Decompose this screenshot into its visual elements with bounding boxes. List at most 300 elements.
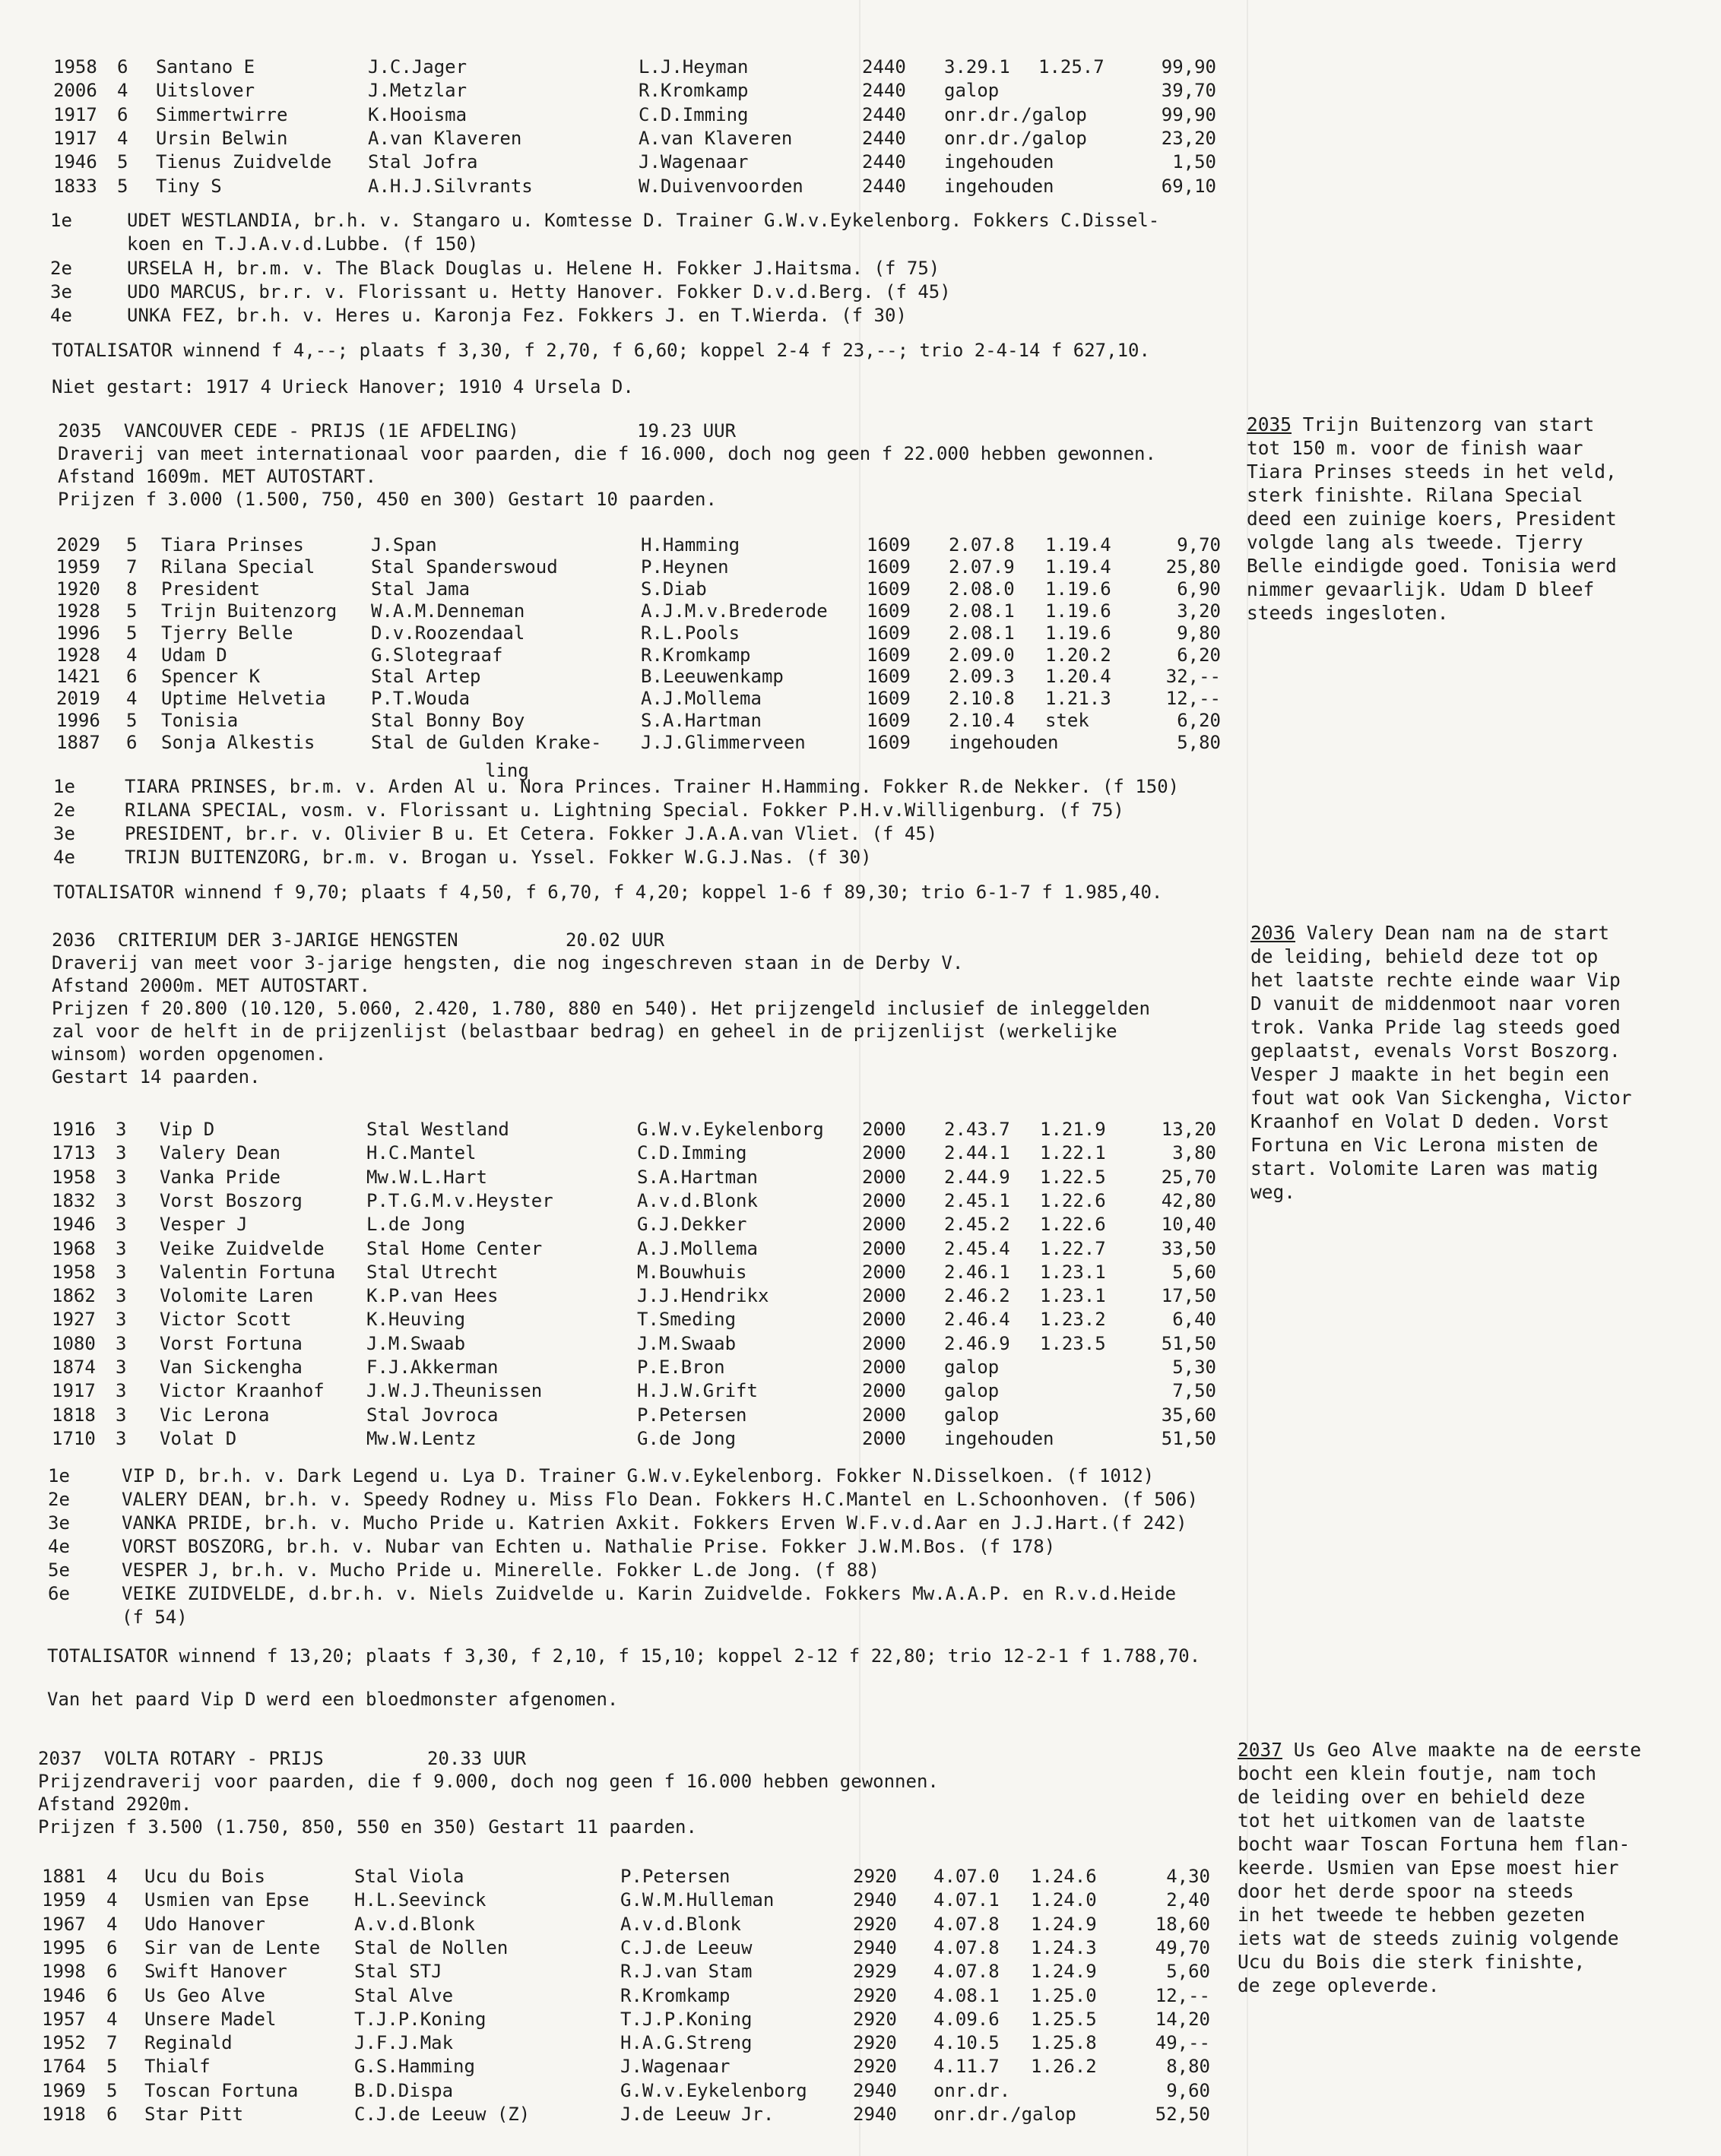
table-row — [0, 1119, 1292, 1142]
race-description: Afstand 2000m. MET AUTOSTART. — [52, 975, 371, 996]
cell-dist: 2000 — [862, 1404, 906, 1426]
cell-odds: 9,70 — [1177, 534, 1221, 556]
cell-dist: 2940 — [853, 2079, 897, 2101]
cell-odds: 12,-- — [1165, 688, 1221, 710]
cell-age: 4 — [117, 127, 128, 149]
note-line: het laatste rechte einde waar Vip — [1250, 969, 1621, 991]
cell-driver: P.Petersen — [637, 1404, 747, 1426]
table-row — [0, 688, 1292, 711]
cell-driver: P.Petersen — [620, 1866, 731, 1887]
cell-nr: 1969 — [42, 2079, 86, 2101]
cell-odds: 39,70 — [1161, 80, 1216, 102]
table-row — [0, 1190, 1292, 1214]
table-row — [0, 2032, 1292, 2056]
note-line: Tiara Prinses steeds in het veld, — [1247, 461, 1617, 483]
cell-dist: 2000 — [862, 1380, 906, 1402]
cell-age: 5 — [106, 2079, 118, 2101]
cell-odds: 9,80 — [1177, 622, 1221, 644]
cell-age: 6 — [106, 1961, 118, 1983]
table-row — [0, 2080, 1292, 2104]
table-row — [0, 1262, 1292, 1285]
cell-horse: Us Geo Alve — [144, 1984, 265, 2006]
cell-horse: Valery Dean — [160, 1142, 280, 1164]
cell-age: 3 — [116, 1214, 127, 1236]
note-line: start. Volomite Laren was matig — [1250, 1157, 1599, 1179]
cell-owner: Stal Jofra — [368, 151, 478, 173]
cell-owner: J.W.J.Theunissen — [366, 1380, 543, 1402]
cell-horse: Uitslover — [156, 80, 255, 102]
cell-owner: Stal Bonny Boy — [371, 710, 525, 732]
cell-driver: S.Diab — [641, 578, 707, 600]
cell-odds: 17,50 — [1161, 1285, 1216, 1307]
cell-odds: 5,80 — [1177, 732, 1221, 754]
cell-age: 6 — [106, 1984, 118, 2006]
cell-dist: 2000 — [862, 1214, 906, 1236]
cell-dist: 2940 — [853, 1889, 897, 1911]
cell-age: 5 — [126, 710, 138, 732]
cell-age: 3 — [116, 1261, 127, 1283]
cell-odds: 49,-- — [1155, 2032, 1210, 2054]
cell-dist: 1609 — [867, 534, 911, 556]
cell-dist: 1609 — [867, 688, 911, 710]
cell-owner: J.Metzlar — [368, 80, 467, 102]
cell-dist: 2000 — [862, 1142, 906, 1164]
race-title: 2037 VOLTA ROTARY - PRIJS — [38, 1748, 324, 1769]
cell-time: ingehouden — [949, 732, 1059, 754]
cell-owner: A.van Klaveren — [368, 127, 522, 149]
cell-odds: 6,90 — [1177, 578, 1221, 600]
cell-odds: 14,20 — [1155, 2008, 1210, 2030]
cell-nr: 1996 — [56, 622, 100, 644]
cell-driver: R.Kromkamp — [620, 1984, 731, 2006]
note-line: iets wat de steeds zuinig volgende — [1238, 1927, 1619, 1949]
cell-age: 5 — [126, 600, 138, 622]
cell-driver: A.J.M.v.Brederode — [641, 600, 828, 622]
cell-driver: J.J.Hendrikx — [637, 1285, 769, 1307]
cell-nr: 1833 — [53, 175, 97, 197]
cell-owner: D.v.Roozendaal — [371, 622, 525, 644]
placing-pos: 2e — [48, 1489, 70, 1510]
owner-wrap: ling — [485, 760, 529, 781]
cell-odds: 35,60 — [1161, 1404, 1216, 1426]
cell-driver: G.W.M.Hulleman — [620, 1889, 775, 1911]
cell-owner: K.Heuving — [366, 1309, 466, 1331]
cell-driver: T.J.P.Koning — [620, 2008, 753, 2030]
cell-owner: A.H.J.Silvrants — [368, 175, 533, 197]
cell-time: galop — [944, 1357, 1000, 1378]
cell-owner: Stal Jovroca — [366, 1404, 499, 1426]
race-description: zal voor de helft in de prijzenlijst (belastbaar bedrag) en geheel in de prijzenlijst (werkelijke — [52, 1021, 1117, 1042]
cell-driver: G.W.v.Eykelenborg — [637, 1119, 824, 1140]
cell-odds: 33,50 — [1161, 1237, 1216, 1259]
cell-owner: T.J.P.Koning — [354, 2008, 487, 2030]
cell-time: 2.43.7 — [944, 1119, 1010, 1140]
cell-owner: K.Hooisma — [368, 103, 467, 125]
race-time: 20.33 UUR — [427, 1748, 527, 1769]
placing-pos: 1e — [53, 776, 75, 797]
cell-owner: G.Slotegraaf — [371, 644, 503, 666]
cell-odds: 13,20 — [1161, 1119, 1216, 1140]
cell-horse: Victor Scott — [160, 1309, 292, 1331]
cell-km: 1.24.9 — [1031, 1913, 1097, 1935]
cell-age: 6 — [126, 666, 138, 688]
placing-text: TIARA PRINSES, br.m. v. Arden Al u. Nora Princes. Trainer H.Hamming. Fokker R.de Nekker. (f 150) — [125, 776, 1180, 797]
cell-nr: 1927 — [52, 1309, 96, 1331]
not-started: Niet gestart: 1917 4 Urieck Hanover; 1910 4 Ursela D. — [52, 376, 634, 397]
placing-pos: 6e — [48, 1583, 70, 1604]
cell-dist: 1609 — [867, 644, 911, 666]
cell-nr: 1713 — [52, 1142, 96, 1164]
cell-nr: 1917 — [53, 103, 97, 125]
cell-nr: 1920 — [56, 578, 100, 600]
note-line: Belle eindigde goed. Tonisia werd — [1247, 555, 1617, 577]
cell-odds: 42,80 — [1161, 1189, 1216, 1211]
cell-owner: Stal Jama — [371, 578, 471, 600]
placing-text: VESPER J, br.h. v. Mucho Pride u. Minerelle. Fokker L.de Jong. (f 88) — [122, 1559, 880, 1581]
placing-text: VEIKE ZUIDVELDE, d.br.h. v. Niels Zuidvelde u. Karin Zuidvelde. Fokkers Mw.A.A.P. en R.v.d.Heide — [122, 1583, 1177, 1604]
cell-age: 5 — [117, 151, 128, 173]
cell-owner: C.J.de Leeuw (Z) — [354, 2104, 531, 2125]
note-line: weg. — [1250, 1181, 1296, 1203]
table-row — [0, 1214, 1292, 1237]
race-description: Draverij van meet internationaal voor paarden, die f 16.000, doch nog geen f 22.000 hebben gewonnen. — [58, 443, 1156, 464]
race-time: 20.02 UUR — [566, 929, 665, 951]
cell-horse: Usmien van Epse — [144, 1889, 309, 1911]
cell-odds: 3,80 — [1172, 1142, 1216, 1164]
cell-horse: Veike Zuidvelde — [160, 1237, 325, 1259]
cell-odds: 51,50 — [1161, 1332, 1216, 1354]
note-race-number: 2036 — [1250, 922, 1296, 944]
cell-owner: K.P.van Hees — [366, 1285, 499, 1307]
note-line: Ucu du Bois die sterk finishte, — [1238, 1951, 1586, 1973]
cell-nr: 1995 — [42, 1936, 86, 1958]
cell-nr: 2029 — [56, 534, 100, 556]
cell-nr: 1968 — [52, 1237, 96, 1259]
cell-time: 2.46.9 — [944, 1332, 1010, 1354]
note-line: fout wat ook Van Sickengha, Victor — [1250, 1087, 1632, 1109]
cell-time: 4.07.8 — [933, 1961, 1000, 1983]
cell-odds: 1,50 — [1172, 151, 1216, 173]
cell-horse: Tienus Zuidvelde — [156, 151, 332, 173]
note-line: deed een zuinige koers, President — [1247, 508, 1617, 530]
cell-time: 4.09.6 — [933, 2008, 1000, 2030]
cell-nr: 1916 — [52, 1119, 96, 1140]
cell-age: 3 — [116, 1285, 127, 1307]
cell-nr: 1959 — [56, 556, 100, 578]
cell-odds: 25,70 — [1161, 1166, 1216, 1188]
cell-km: 1.19.4 — [1045, 534, 1111, 556]
cell-age: 4 — [117, 80, 128, 102]
cell-driver: M.Bouwhuis — [637, 1261, 747, 1283]
cell-owner: H.L.Seevinck — [354, 1889, 487, 1911]
totalisator: TOTALISATOR winnend f 9,70; plaats f 4,50, f 6,70, f 4,20; koppel 1-6 f 89,30; trio 6-1-7 f 1.985,40. — [53, 882, 1163, 903]
cell-dist: 2940 — [853, 2104, 897, 2125]
table-row — [0, 128, 1292, 151]
cell-dist: 2000 — [862, 1309, 906, 1331]
placing-text: UDET WESTLANDIA, br.h. v. Stangaro u. Komtesse D. Trainer G.W.v.Eykelenborg. Fokkers C.Dissel- — [127, 210, 1160, 231]
cell-age: 5 — [117, 175, 128, 197]
note-line: Kraanhof en Volat D deden. Vorst — [1250, 1110, 1610, 1132]
table-row — [0, 176, 1292, 199]
placing-text: VIP D, br.h. v. Dark Legend u. Lya D. Trainer G.W.v.Eykelenborg. Fokker N.Disselkoen. (f 1012) — [122, 1465, 1155, 1486]
cell-dist: 1609 — [867, 578, 911, 600]
cell-odds: 4,30 — [1166, 1866, 1210, 1887]
placing-pos: 3e — [48, 1512, 70, 1534]
cell-odds: 5,60 — [1166, 1961, 1210, 1983]
cell-km: 1.25.8 — [1031, 2032, 1097, 2054]
note-line: tot 150 m. voor de finish waar — [1247, 437, 1583, 459]
cell-nr: 1958 — [52, 1166, 96, 1188]
table-row — [0, 1404, 1292, 1428]
cell-dist: 2440 — [862, 127, 906, 149]
cell-age: 3 — [116, 1427, 127, 1449]
cell-km: 1.21.3 — [1045, 688, 1111, 710]
cell-time: onr.dr./galop — [933, 2104, 1076, 2125]
note-line: Fortuna en Vic Lerona misten de — [1250, 1134, 1599, 1156]
placing-text: TRIJN BUITENZORG, br.m. v. Brogan u. Yssel. Fokker W.G.J.Nas. (f 30) — [125, 847, 872, 868]
cell-horse: Volomite Laren — [160, 1285, 314, 1307]
cell-odds: 99,90 — [1161, 56, 1216, 78]
cell-owner: Stal Artep — [371, 666, 481, 688]
cell-driver: R.J.van Stam — [620, 1961, 753, 1983]
cell-owner: Stal STJ — [354, 1961, 442, 1983]
note-line: keerde. Usmien van Epse moest hier — [1238, 1857, 1619, 1879]
cell-horse: Tjerry Belle — [161, 622, 293, 644]
cell-age: 7 — [126, 556, 138, 578]
cell-horse: Sir van de Lente — [144, 1936, 321, 1958]
cell-nr: 1996 — [56, 710, 100, 732]
cell-driver: P.Heynen — [641, 556, 729, 578]
cell-age: 3 — [116, 1357, 127, 1378]
cell-time: galop — [944, 1380, 1000, 1402]
cell-km: 1.22.6 — [1040, 1214, 1106, 1236]
cell-km: 1.24.9 — [1031, 1961, 1097, 1983]
cell-driver: G.de Jong — [637, 1427, 737, 1449]
cell-nr: 1862 — [52, 1285, 96, 1307]
cell-nr: 1958 — [53, 56, 97, 78]
table-row — [0, 666, 1292, 689]
note-line: de leiding over en behield deze — [1238, 1786, 1586, 1808]
cell-nr: 1881 — [42, 1866, 86, 1887]
cell-driver: A.v.d.Blonk — [637, 1189, 758, 1211]
cell-odds: 6,20 — [1177, 644, 1221, 666]
cell-km: 1.25.7 — [1038, 56, 1105, 78]
cell-horse: Volat D — [160, 1427, 237, 1449]
cell-km: 1.23.1 — [1040, 1261, 1106, 1283]
cell-time: 2.10.8 — [949, 688, 1015, 710]
cell-owner: J.C.Jager — [368, 56, 467, 78]
cell-time: 2.44.1 — [944, 1142, 1010, 1164]
cell-time: ingehouden — [944, 175, 1054, 197]
cell-owner: L.de Jong — [366, 1214, 466, 1236]
cell-km: 1.21.9 — [1040, 1119, 1106, 1140]
cell-horse: Valentin Fortuna — [160, 1261, 336, 1283]
cell-nr: 1958 — [52, 1261, 96, 1283]
cell-nr: 1918 — [42, 2104, 86, 2125]
cell-time: 4.07.8 — [933, 1936, 1000, 1958]
cell-owner: Stal de Nollen — [354, 1936, 509, 1958]
cell-time: 2.07.9 — [949, 556, 1015, 578]
table-row — [0, 600, 1292, 624]
cell-odds: 8,80 — [1166, 2056, 1210, 2078]
cell-driver: B.Leeuwenkamp — [641, 666, 784, 688]
cell-odds: 51,50 — [1161, 1427, 1216, 1449]
cell-driver: C.D.Imming — [639, 103, 749, 125]
table-row — [0, 1333, 1292, 1357]
cell-horse: Ursin Belwin — [156, 127, 288, 149]
cell-age: 4 — [126, 644, 138, 666]
table-row — [0, 1866, 1292, 1889]
cell-driver: A.J.Mollema — [641, 688, 762, 710]
cell-time: 2.07.8 — [949, 534, 1015, 556]
table-row — [0, 80, 1292, 103]
cell-time: 4.08.1 — [933, 1984, 1000, 2006]
table-row — [0, 1961, 1292, 1984]
cell-driver: J.Wagenaar — [620, 2056, 731, 2078]
cell-time: 2.44.9 — [944, 1166, 1010, 1188]
cell-horse: Tiny S — [156, 175, 222, 197]
cell-km: 1.25.5 — [1031, 2008, 1097, 2030]
cell-age: 3 — [116, 1189, 127, 1211]
table-row — [0, 1285, 1292, 1309]
cell-driver: A.v.d.Blonk — [620, 1913, 741, 1935]
cell-km: 1.22.5 — [1040, 1166, 1106, 1188]
cell-time: 3.29.1 — [944, 56, 1010, 78]
cell-odds: 2,40 — [1166, 1889, 1210, 1911]
cell-km: 1.22.7 — [1040, 1237, 1106, 1259]
cell-time: 4.11.7 — [933, 2056, 1000, 2078]
cell-km: 1.19.6 — [1045, 578, 1111, 600]
placing-pos: 3e — [50, 281, 72, 302]
cell-odds: 52,50 — [1155, 2104, 1210, 2125]
cell-driver: R.L.Pools — [641, 622, 740, 644]
cell-nr: 1928 — [56, 600, 100, 622]
cell-age: 6 — [126, 732, 138, 754]
cell-km: 1.23.1 — [1040, 1285, 1106, 1307]
cell-horse: Tiara Prinses — [161, 534, 304, 556]
cell-horse: Unsere Madel — [144, 2008, 277, 2030]
cell-horse: Reginald — [144, 2032, 233, 2054]
cell-odds: 6,20 — [1177, 710, 1221, 732]
note-line: Us Geo Alve maakte na de eerste — [1282, 1739, 1642, 1761]
cell-horse: Toscan Fortuna — [144, 2079, 299, 2101]
cell-km: 1.23.5 — [1040, 1332, 1106, 1354]
cell-horse: Ucu du Bois — [144, 1866, 265, 1887]
cell-time: 2.45.1 — [944, 1189, 1010, 1211]
totalisator: TOTALISATOR winnend f 4,--; plaats f 3,30, f 2,70, f 6,60; koppel 2-4 f 23,--; trio 2-4-14 f 627,10. — [52, 340, 1150, 361]
cell-time: 2.46.2 — [944, 1285, 1010, 1307]
note-line: nimmer gevaarlijk. Udam D bleef — [1247, 578, 1595, 600]
table-row — [0, 1142, 1292, 1166]
cell-owner: Stal Alve — [354, 1984, 454, 2006]
cell-nr: 1967 — [42, 1913, 86, 1935]
cell-driver: J.Wagenaar — [639, 151, 749, 173]
cell-driver: R.Kromkamp — [641, 644, 751, 666]
race-description: Prijzen f 3.500 (1.750, 850, 550 en 350) Gestart 11 paarden. — [38, 1816, 697, 1838]
race-2036-commentary — [1250, 921, 1632, 1204]
note-line: in het tweede te hebben gezeten — [1238, 1904, 1586, 1926]
cell-dist: 2920 — [853, 2056, 897, 2078]
cell-horse: Rilana Special — [161, 556, 315, 578]
cell-odds: 49,70 — [1155, 1936, 1210, 1958]
cell-owner: Stal Utrecht — [366, 1261, 499, 1283]
placing-pos: 2e — [53, 799, 75, 821]
cell-dist: 1609 — [867, 556, 911, 578]
note-line: de zege opleverde. — [1238, 1974, 1440, 1996]
placing-pos: 4e — [48, 1536, 70, 1557]
cell-time: 2.09.0 — [949, 644, 1015, 666]
table-row — [0, 732, 1292, 755]
cell-horse: Uptime Helvetia — [161, 688, 326, 710]
race-2035-commentary — [1247, 413, 1617, 625]
race-description: Gestart 14 paarden. — [52, 1066, 261, 1087]
cell-horse: Tonisia — [161, 710, 239, 732]
cell-dist: 2440 — [862, 56, 906, 78]
cell-dist: 1609 — [867, 666, 911, 688]
cell-driver: J.M.Swaab — [637, 1332, 737, 1354]
cell-nr: 1818 — [52, 1404, 96, 1426]
cell-driver: P.E.Bron — [637, 1357, 725, 1378]
cell-dist: 2000 — [862, 1427, 906, 1449]
placing-pos: 5e — [48, 1559, 70, 1581]
cell-driver: L.J.Heyman — [639, 56, 749, 78]
cell-nr: 1957 — [42, 2008, 86, 2030]
cell-driver: J.de Leeuw Jr. — [620, 2104, 775, 2125]
table-row — [0, 1238, 1292, 1262]
cell-odds: 23,20 — [1161, 127, 1216, 149]
cell-dist: 1609 — [867, 622, 911, 644]
cell-odds: 5,30 — [1172, 1357, 1216, 1378]
cell-time: 2.08.0 — [949, 578, 1015, 600]
table-row — [0, 1380, 1292, 1404]
cell-horse: Trijn Buitenzorg — [161, 600, 338, 622]
cell-driver: S.A.Hartman — [637, 1166, 758, 1188]
cell-age: 4 — [106, 1889, 118, 1911]
cell-dist: 2920 — [853, 1866, 897, 1887]
cell-age: 4 — [126, 688, 138, 710]
cell-owner: H.C.Mantel — [366, 1142, 477, 1164]
cell-km: 1.22.6 — [1040, 1189, 1106, 1211]
cell-km: 1.19.4 — [1045, 556, 1111, 578]
cell-age: 3 — [116, 1237, 127, 1259]
table-row — [0, 1357, 1292, 1380]
placing-text: URSELA H, br.m. v. The Black Douglas u. Helene H. Fokker J.Haitsma. (f 75) — [127, 258, 940, 279]
cell-age: 5 — [126, 534, 138, 556]
cell-nr: 1080 — [52, 1332, 96, 1354]
placing-pos: 4e — [50, 305, 72, 326]
cell-dist: 2000 — [862, 1119, 906, 1140]
cell-dist: 2000 — [862, 1189, 906, 1211]
table-row — [0, 151, 1292, 175]
race-title: 2036 CRITERIUM DER 3-JARIGE HENGSTEN — [52, 929, 458, 951]
cell-horse: President — [161, 578, 261, 600]
note-line: bocht waar Toscan Fortuna hem flan- — [1238, 1833, 1631, 1855]
cell-horse: Van Sickengha — [160, 1357, 303, 1378]
cell-owner: Mw.W.L.Hart — [366, 1166, 487, 1188]
cell-km: stek — [1045, 710, 1089, 732]
cell-km: 1.20.2 — [1045, 644, 1111, 666]
cell-owner: Stal Spanderswoud — [371, 556, 558, 578]
table-row — [0, 56, 1292, 80]
cell-owner: Stal Home Center — [366, 1237, 543, 1259]
cell-age: 3 — [116, 1404, 127, 1426]
table-row — [0, 1428, 1292, 1452]
cell-odds: 5,60 — [1172, 1261, 1216, 1283]
cell-owner: F.J.Akkerman — [366, 1357, 499, 1378]
cell-horse: Sonja Alkestis — [161, 732, 315, 754]
cell-km: 1.19.6 — [1045, 622, 1111, 644]
cell-driver: H.A.G.Streng — [620, 2032, 753, 2054]
